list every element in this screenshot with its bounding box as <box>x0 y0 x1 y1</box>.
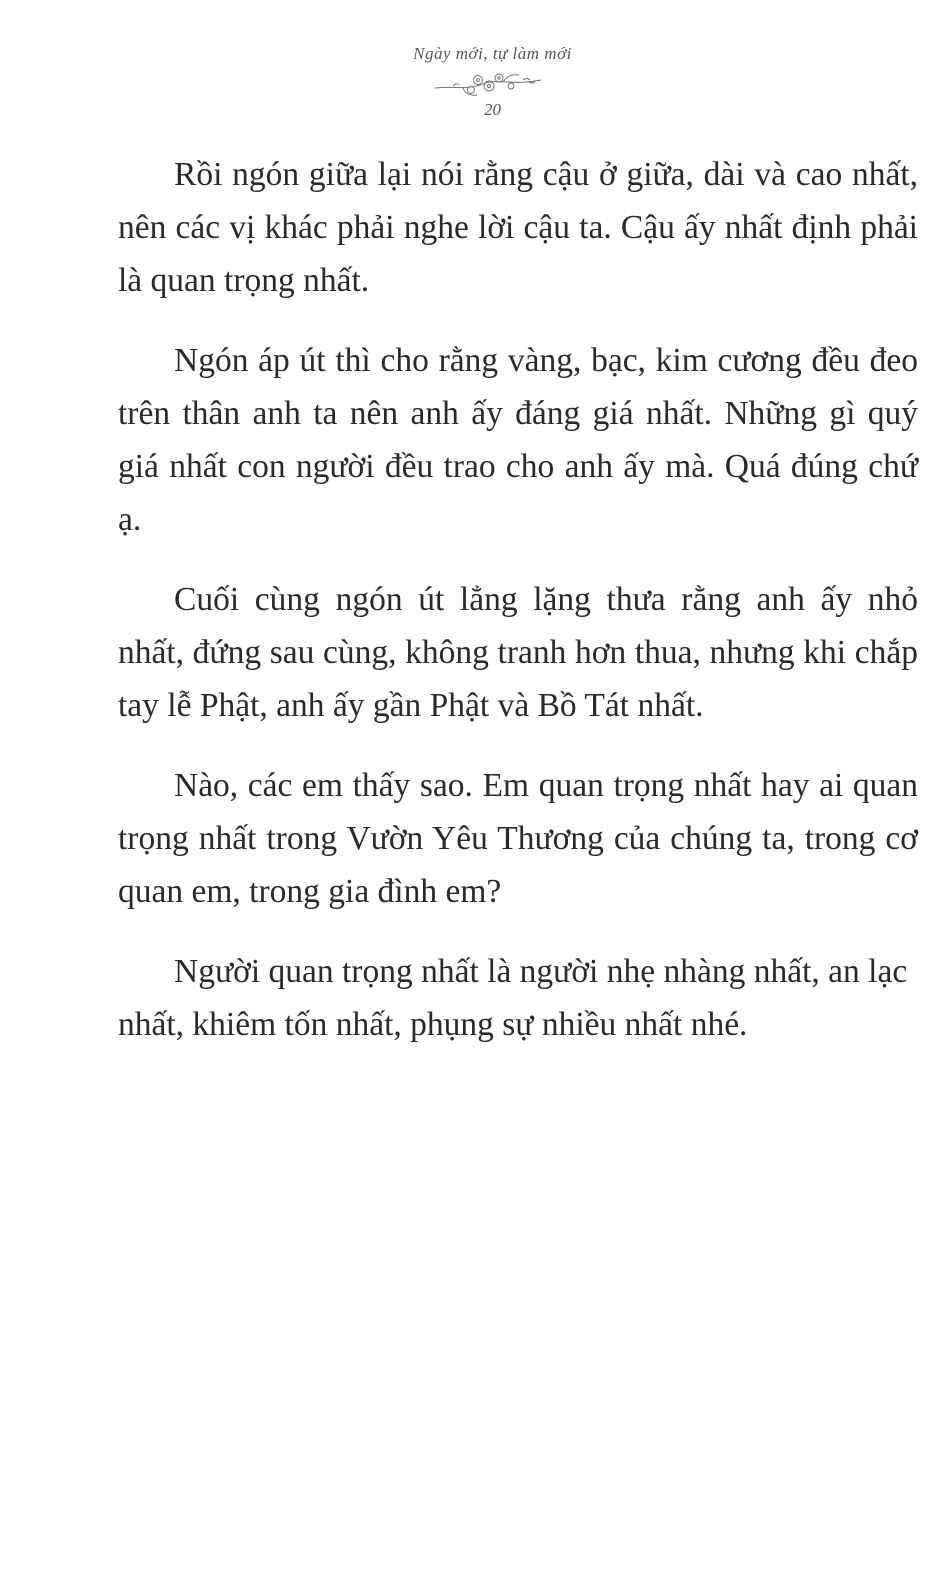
cherry-blossom-branch-icon <box>403 66 543 100</box>
running-title: Ngày mới, tự làm mới <box>413 44 572 63</box>
page-body <box>118 148 918 1078</box>
paragraph: Người quan trọng nhất là người nhẹ nhàng nhất, an lạc nhất, khiêm tốn nhất, phụng sự nhiều nhất nhé. <box>118 953 908 1043</box>
page-number: 20 <box>484 100 501 119</box>
paragraph: Ngón áp út thì cho rằng vàng, bạc, kim cương đều đeo trên thân anh ta nên anh ấy đáng giá nhất. Những gì quý giá nhất con người đều trao cho anh ấy mà. Quá đúng chứ ạ. <box>118 342 918 538</box>
paragraph: Cuối cùng ngón út lẳng lặng thưa rằng anh ấy nhỏ nhất, đứng sau cùng, không tranh hơn thua, nhưng khi chắp tay lễ Phật, anh ấy gần Phật và Bồ Tát nhất. <box>118 581 918 724</box>
paragraph: Nào, các em thấy sao. Em quan trọng nhất hay ai quan trọng nhất trong Vườn Yêu Thương của chúng ta, trong cơ quan em, trong gia đình em? <box>118 767 918 910</box>
page-header <box>0 44 945 120</box>
paragraph: Rồi ngón giữa lại nói rằng cậu ở giữa, dài và cao nhất, nên các vị khác phải nghe lời cậu ta. Cậu ấy nhất định phải là quan trọng nhất. <box>118 156 918 299</box>
